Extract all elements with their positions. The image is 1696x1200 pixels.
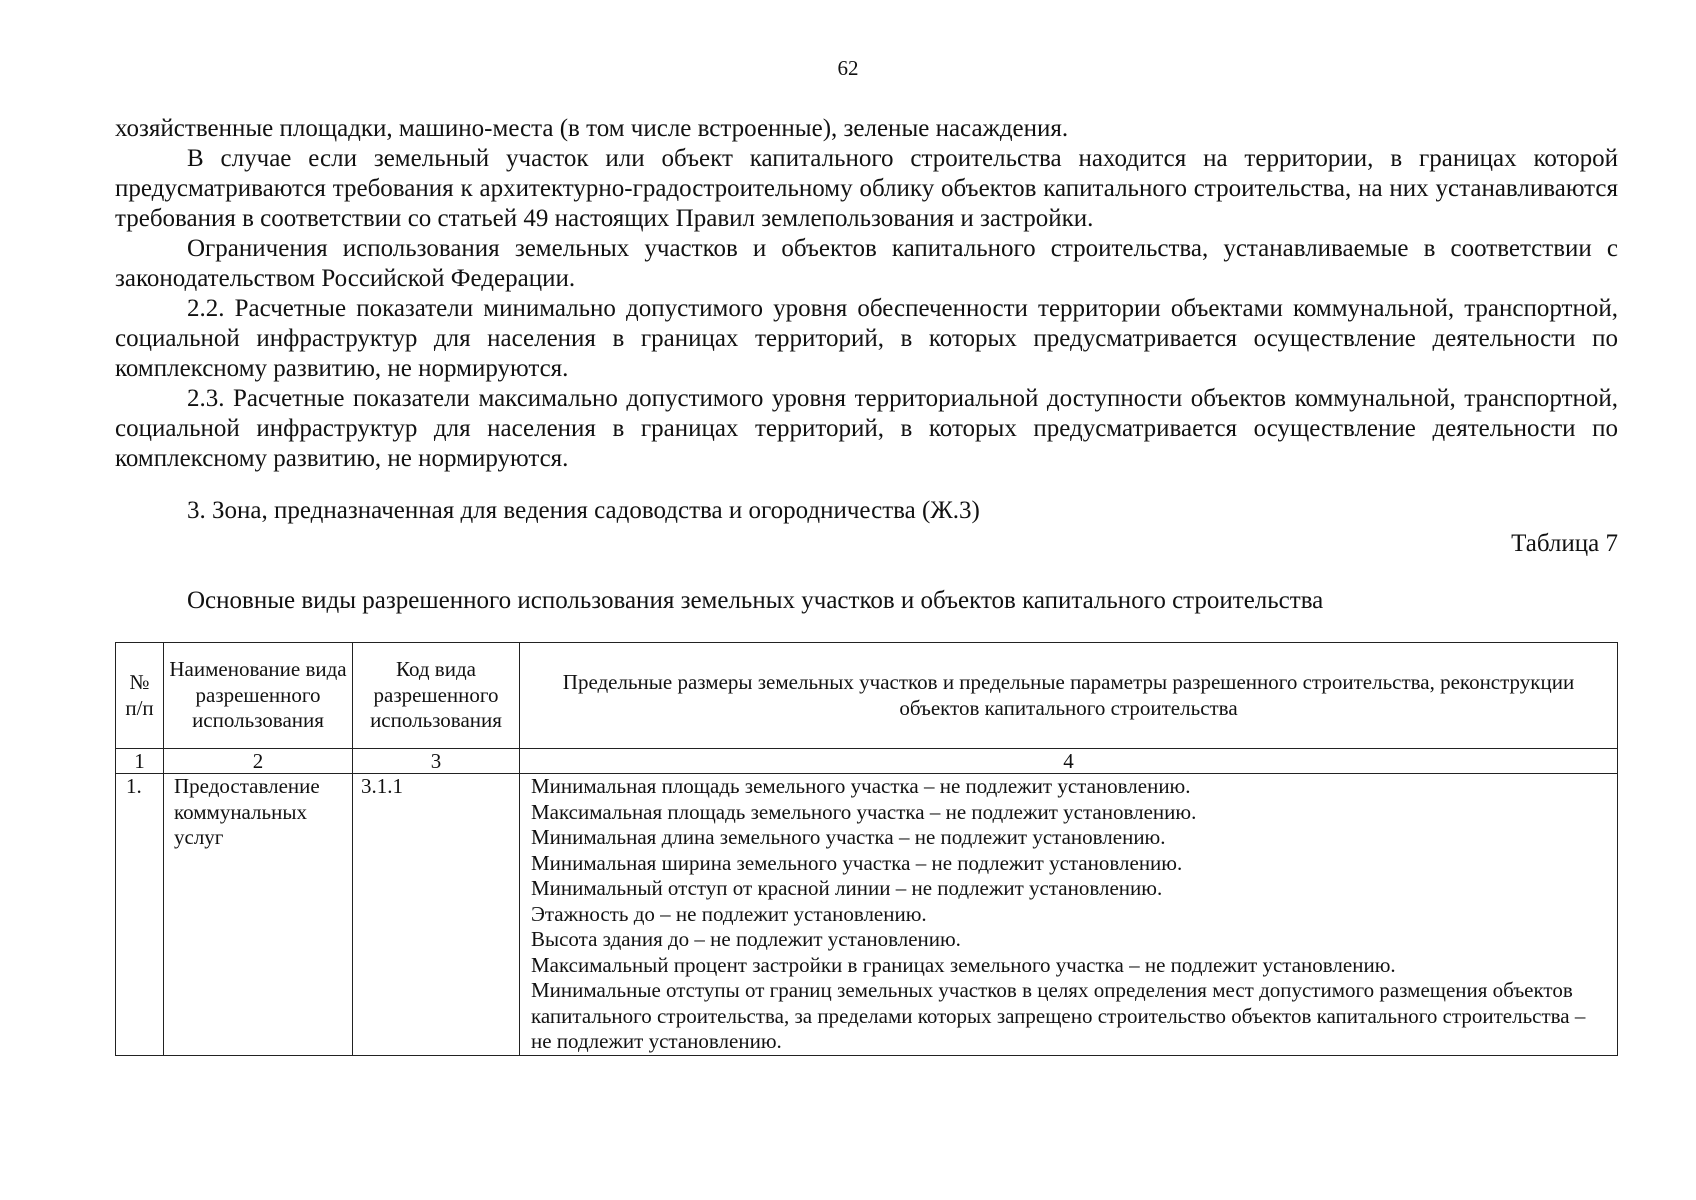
column-number: 4 [520,749,1618,774]
paragraph-restrictions: Ограничения использования земельных участков и объектов капитального строительства, устанавливаемые в соответствии с законодательством Российской Федерации. [115,235,1618,292]
table-title: Основные виды разрешенного использования земельных участков и объектов капитального строительства [187,587,1324,614]
row-use-name: Предоставление коммунальных услуг [164,774,353,1056]
table-row [116,774,1618,1056]
header-use-name: Наименование вида разрешенного использования [164,643,353,749]
row-number: 1. [116,774,164,1056]
limit-item: Максимальный процент застройки в границах земельного участка – не подлежит установлению. [531,952,1396,977]
section-title: 3. Зона, предназначенная для ведения садоводства и огородничества (Ж.3) [187,497,980,524]
paragraph-2-2: 2.2. Расчетные показатели минимально допустимого уровня обеспеченности территории объектами коммунальной, транспортной, социальной инфраструктур для населения в границах территорий, в которых предусматривается осуществление деятельности по комплексному развитию, не нормируются. [115,295,1618,382]
header-number: № п/п [116,643,164,749]
paragraph-architecture-requirements: В случае если земельный участок или объект капитального строительства находится на территории, в границах которой предусматриваются требования к архитектурно-градостроительному облику объектов капитального строительства, на них устанавливаются требования в соответствии со статьей 49 настоящих Правил землепользования и застройки. [115,145,1618,232]
paragraph-2-3: 2.3. Расчетные показатели максимально допустимого уровня территориальной доступности объектов коммунальной, транспортной, социальной инфраструктур для населения в границах территорий, в которых предусматривается осуществление деятельности по комплексному развитию, не нормируются. [115,385,1618,472]
column-number: 1 [116,749,164,774]
limit-item: Минимальная площадь земельного участка – не подлежит установлению. [531,774,1191,798]
header-use-code: Код вида разрешенного использования [353,643,520,749]
limit-item: Минимальная длина земельного участка – не подлежит установлению. [531,825,1166,849]
row-use-code: 3.1.1 [353,774,520,1056]
row-limits [520,774,1618,1056]
limit-item: Минимальный отступ от красной линии – не подлежит установлению. [531,876,1163,900]
paragraph-continuation: хозяйственные площадки, машино-места (в том числе встроенные), зеленые насаждения. [115,115,1069,142]
permitted-use-table [115,642,1618,1056]
limit-item: Минимальная ширина земельного участка – не подлежит установлению. [531,850,1183,875]
table-label: Таблица 7 [1511,530,1618,557]
table-column-numbers-row [116,749,1618,774]
column-number: 3 [353,749,520,774]
column-number: 2 [164,749,353,774]
table-header-row [116,643,1618,749]
limit-item: Этажность до – не подлежит установлению. [531,901,927,926]
page-number: 62 [837,56,859,80]
limit-item: Высота здания до – не подлежит установлению. [531,927,961,951]
limit-item: Максимальная площадь земельного участка – не подлежит установлению. [531,799,1197,824]
limit-item: Минимальные отступы от границ земельных участков в целях определения мест допустимого размещения объектов капитального строительства, за пределами которых запрещено строительство объектов капитального строительства – не подлежит установлению. [531,978,1586,1053]
document-body [115,114,1618,1056]
header-limits: Предельные размеры земельных участков и предельные параметры разрешенного строительства, реконструкции объектов капитального строительства [520,643,1618,749]
